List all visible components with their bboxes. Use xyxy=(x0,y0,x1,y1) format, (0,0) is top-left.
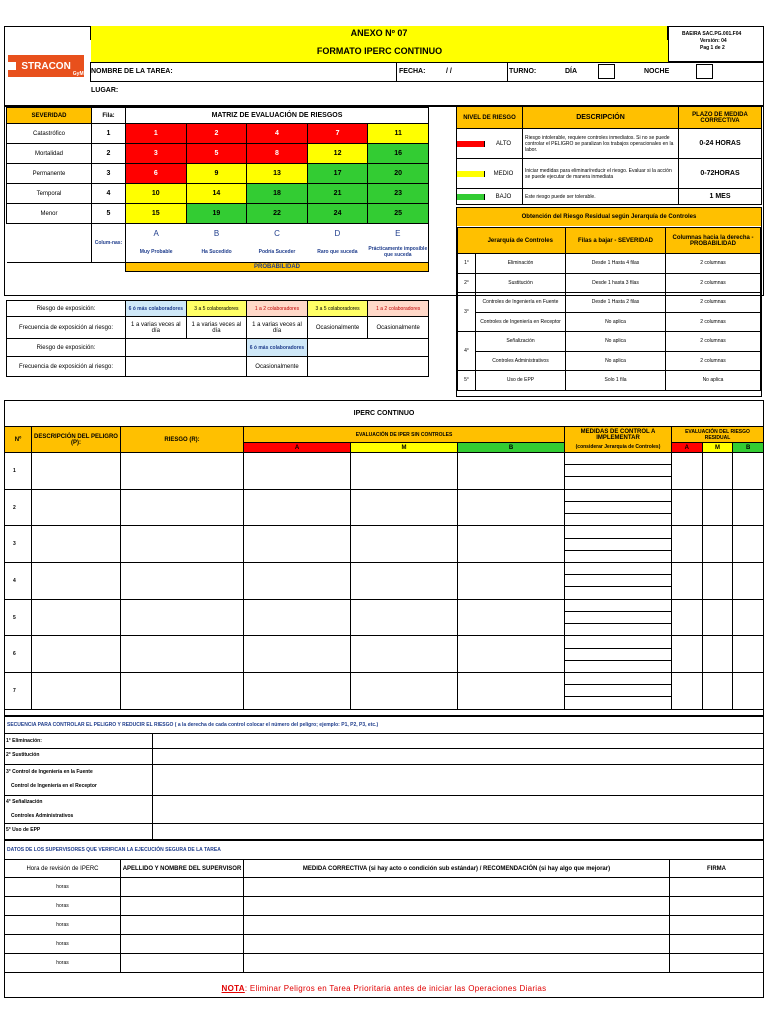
residual-control: Eliminación xyxy=(476,254,566,274)
column-letter: A xyxy=(153,228,159,238)
supervisor-title: DATOS DE LOS SUPERVISORES QUE VERIFICAN LA EJECUCIÓN SEGURA DE LA TAREA xyxy=(7,847,221,853)
matrix-cell: 17 xyxy=(307,164,368,184)
sequence-field[interactable] xyxy=(154,797,762,809)
severity-label: Menor xyxy=(7,204,92,224)
matrix-cell: 23 xyxy=(368,184,429,204)
matrix-cell: 21 xyxy=(307,184,368,204)
eval-b-field[interactable] xyxy=(458,673,565,710)
date-field[interactable]: / / xyxy=(446,68,452,75)
measure-field[interactable] xyxy=(565,563,671,575)
residual-control: Uso de EPP xyxy=(476,371,566,391)
logo-sub: GyM xyxy=(72,71,84,77)
supervisor-name-field[interactable] xyxy=(121,954,244,973)
residual-b-field[interactable] xyxy=(733,489,764,526)
iperc-row-number: 7 xyxy=(5,673,32,710)
iperc-h-residual: EVALUACIÓN DEL RIESGO RESIDUAL xyxy=(672,427,764,443)
column-letter: B xyxy=(213,228,220,238)
sequence-field[interactable] xyxy=(154,736,762,748)
column-letter: D xyxy=(334,228,341,238)
exp-r1-c1: 6 ó más colaboradores xyxy=(126,301,187,317)
iperc-table xyxy=(4,426,764,710)
severity-label: Temporal xyxy=(7,184,92,204)
residual-b-field[interactable] xyxy=(733,599,764,636)
residual-a-field[interactable] xyxy=(672,563,703,600)
residual-a-field[interactable] xyxy=(672,599,703,636)
day-label: DÍA xyxy=(565,68,578,75)
sup-h2: APELLIDO Y NOMBRE DEL SUPERVISOR xyxy=(121,860,244,878)
measure-field[interactable] xyxy=(565,637,671,649)
residual-num: 2° xyxy=(458,273,476,293)
risk-field[interactable] xyxy=(121,453,244,490)
severity-label: Catastrófico xyxy=(7,124,92,144)
measure-field[interactable] xyxy=(565,527,671,539)
signature-field[interactable] xyxy=(670,935,764,954)
iperc-m: M xyxy=(351,443,458,453)
measure-field[interactable] xyxy=(565,465,671,477)
matrix-cell: 3 xyxy=(126,144,187,164)
exp-r2-c2: 1 a varias veces al día xyxy=(186,317,247,339)
hazard-field[interactable] xyxy=(32,489,121,526)
sequence-item: 3° Control de Ingeniería en la Fuente xyxy=(6,769,93,775)
residual-num: 5° xyxy=(458,371,476,391)
residual-control: Controles Administrativos xyxy=(476,351,566,371)
column-desc: Raro que suceda xyxy=(317,249,358,255)
measure-field[interactable] xyxy=(565,490,671,502)
review-hour[interactable]: horas xyxy=(5,897,121,916)
risk-field[interactable] xyxy=(121,489,244,526)
supervisor-name-field[interactable] xyxy=(121,878,244,897)
matrix-cell: 18 xyxy=(247,184,308,204)
column-desc: Prácticamente imposible que suceda xyxy=(368,246,428,258)
residual-rows: Solo 1 fila xyxy=(566,371,666,391)
eval-b-field[interactable] xyxy=(458,489,565,526)
iperc-h-num: Nº xyxy=(5,427,32,453)
exp-r1-c2: 3 a 5 colaboradores xyxy=(186,301,247,317)
shift-label: TURNO: xyxy=(509,68,537,75)
exposure-table xyxy=(6,300,429,377)
residual-b-field[interactable] xyxy=(733,636,764,673)
level-term: 1 MES xyxy=(679,189,762,205)
residual-a-field[interactable] xyxy=(672,673,703,710)
supervisor-name-field[interactable] xyxy=(121,916,244,935)
measure-field[interactable] xyxy=(565,600,671,612)
review-hour[interactable]: horas xyxy=(5,935,121,954)
measure-field[interactable] xyxy=(565,477,671,488)
row-number: 4 xyxy=(92,184,126,204)
doc-code: BAEIRA SAC.PG.001.F04 xyxy=(682,31,742,37)
measure-field[interactable] xyxy=(565,575,671,587)
residual-cols: 2 columnas xyxy=(666,293,761,313)
sequence-item: 1° Eliminación: xyxy=(6,738,42,744)
column-desc: Podría Suceder xyxy=(258,249,296,255)
matrix-cell: 22 xyxy=(247,204,308,224)
residual-num: 3° xyxy=(458,293,476,332)
row-number: 2 xyxy=(92,144,126,164)
eval-m-field[interactable] xyxy=(351,453,458,490)
measure-field[interactable] xyxy=(565,551,671,562)
note-label: NOTA xyxy=(221,983,245,993)
severity-label: Permanente xyxy=(7,164,92,184)
iperc-a: A xyxy=(244,443,351,453)
level-desc: Riesgo intolerable, requiere controles inmediatos. Si no se puede controlar el PELIGRO se paralizan los trabajos operacionales en la labor. xyxy=(523,129,679,159)
eval-a-field[interactable] xyxy=(244,599,351,636)
residual-rows: No aplica xyxy=(566,312,666,332)
term-header: PLAZO DE MEDIDA CORRECTIVA xyxy=(679,107,762,129)
risk-field[interactable] xyxy=(121,636,244,673)
matrix-cell: 8 xyxy=(247,144,308,164)
residual-b-field[interactable] xyxy=(733,673,764,710)
matrix-cell: 10 xyxy=(126,184,187,204)
matrix-cell: 25 xyxy=(368,204,429,224)
corrective-measure-field[interactable] xyxy=(244,897,670,916)
risk-matrix xyxy=(6,107,429,272)
exp-r2-c3: 1 a varias veces al día xyxy=(247,317,308,339)
probability-label: PROBABILIDAD xyxy=(126,263,429,272)
risk-field[interactable] xyxy=(121,563,244,600)
column-desc: Muy Probable xyxy=(139,249,173,255)
residual-a-field[interactable] xyxy=(672,636,703,673)
residual-cols: No aplica xyxy=(666,371,761,391)
eval-b-field[interactable] xyxy=(458,453,565,490)
level-name: ALTO xyxy=(495,140,512,147)
row-header: Fila: xyxy=(92,108,126,124)
measure-field[interactable] xyxy=(565,697,671,708)
measure-field[interactable] xyxy=(565,685,671,697)
annex-title: ANEXO Nº 07 xyxy=(90,26,668,40)
iperc-row-number: 1 xyxy=(5,453,32,490)
measure-field[interactable] xyxy=(565,587,671,598)
residual-rows: Desde 1 hasta 3 filas xyxy=(566,273,666,293)
matrix-cell: 7 xyxy=(307,124,368,144)
exp-r2-c4: Ocasionalmente xyxy=(307,317,368,339)
night-checkbox[interactable] xyxy=(696,64,713,79)
iperc-h-eval: EVALUACIÓN DE IPER SIN CONTROLES xyxy=(244,427,565,443)
exp-r3: 6 ó más colaboradores xyxy=(247,339,308,357)
column-desc: Ha Sucedido xyxy=(201,249,232,255)
sequence-item: Controles Administrativos xyxy=(11,813,74,819)
iperc-row-number: 3 xyxy=(5,526,32,563)
iperc-row-number: 6 xyxy=(5,636,32,673)
level-name: BAJO xyxy=(495,193,512,200)
sequence-field[interactable] xyxy=(154,811,762,823)
iperc-row-number: 2 xyxy=(5,489,32,526)
residual-h2: Filas a bajar - SEVERIDAD xyxy=(566,228,666,254)
signature-field[interactable] xyxy=(670,954,764,973)
sequence-item: 4° Señalización xyxy=(6,799,43,805)
residual-control: Sustitución xyxy=(476,273,566,293)
residual-m-field[interactable] xyxy=(702,563,733,600)
logo-text: STRACON xyxy=(21,60,71,72)
format-title: FORMATO IPERC CONTINUO xyxy=(91,40,668,62)
level-color-swatch xyxy=(457,171,485,177)
residual-cols: 2 columnas xyxy=(666,351,761,371)
sequence-field[interactable] xyxy=(154,825,762,837)
hazard-field[interactable] xyxy=(32,636,121,673)
eval-b-field[interactable] xyxy=(458,563,565,600)
residual-b-field[interactable] xyxy=(733,453,764,490)
hazard-field[interactable] xyxy=(32,599,121,636)
eval-a-field[interactable] xyxy=(244,563,351,600)
residual-m-field[interactable] xyxy=(702,526,733,563)
level-color-swatch xyxy=(457,141,485,147)
review-hour[interactable]: horas xyxy=(5,954,121,973)
residual-b-field[interactable] xyxy=(733,563,764,600)
review-hour[interactable]: horas xyxy=(5,916,121,935)
note-text: : Eliminar Peligros en Tarea Prioritaria antes de iniciar las Operaciones Diarias xyxy=(244,983,547,993)
eval-b-field[interactable] xyxy=(458,636,565,673)
level-term: 0-72HORAS xyxy=(679,159,762,189)
residual-control: Controles de Ingeniería en Fuente xyxy=(476,293,566,313)
description-header: DESCRIPCIÓN xyxy=(523,107,679,129)
residual-m: M xyxy=(702,443,733,453)
signature-field[interactable] xyxy=(670,878,764,897)
freq-label-1: Frecuencia de exposición al riesgo: xyxy=(7,317,126,339)
sequence-field[interactable] xyxy=(154,781,762,793)
matrix-cell: 15 xyxy=(126,204,187,224)
residual-control: Señalización xyxy=(476,332,566,352)
exposure-label-1: Riesgo de exposición: xyxy=(7,301,126,317)
residual-b: B xyxy=(733,443,764,453)
matrix-cell: 4 xyxy=(247,124,308,144)
task-field[interactable] xyxy=(180,63,395,81)
place-field[interactable] xyxy=(130,83,760,103)
iperc-h-risk: RIESGO (R): xyxy=(121,427,244,453)
review-hour[interactable]: horas xyxy=(5,878,121,897)
doc-page: Pag 1 de 2 xyxy=(700,45,725,51)
column-letter: E xyxy=(395,228,401,238)
supervisor-table xyxy=(4,859,764,973)
iperc-title: IPERC CONTINUO xyxy=(353,409,415,417)
sequence-item: 2° Sustitución xyxy=(6,752,40,758)
task-label: NOMBRE DE LA TAREA: xyxy=(91,68,173,75)
measure-field[interactable] xyxy=(565,514,671,525)
eval-a-field[interactable] xyxy=(244,526,351,563)
residual-cols: 2 columnas xyxy=(666,312,761,332)
exp-r2-c1: 1 a varias veces al día xyxy=(126,317,187,339)
level-color-swatch xyxy=(457,194,485,200)
sequence-item: 5° Uso de EPP xyxy=(6,827,41,833)
residual-h3: Columnas hacia la derecha - PROBABILIDAD xyxy=(666,228,761,254)
measure-field[interactable] xyxy=(565,673,671,685)
logo xyxy=(8,55,84,77)
residual-rows: Desde 1 Hasta 4 filas xyxy=(566,254,666,274)
day-checkbox[interactable] xyxy=(598,64,615,79)
residual-rows: Desde 1 Hasta 2 filas xyxy=(566,293,666,313)
level-desc: Este riesgo puede ser tolerable. xyxy=(523,189,679,205)
note xyxy=(4,980,764,996)
sup-h4: FIRMA xyxy=(670,860,764,878)
matrix-cell: 20 xyxy=(368,164,429,184)
row-number: 3 xyxy=(92,164,126,184)
residual-cols: 2 columnas xyxy=(666,273,761,293)
eval-m-field[interactable] xyxy=(351,673,458,710)
residual-title: Obtención del Riesgo Residual según Jerarquía de Controles xyxy=(457,208,761,226)
sequence-field[interactable] xyxy=(154,767,762,779)
matrix-cell: 14 xyxy=(186,184,247,204)
eval-m-field[interactable] xyxy=(351,636,458,673)
sup-h3: MEDIDA CORRECTIVA (si hay acto o condición sub estándar) / RECOMENDACIÓN (si hay algo que mejorar) xyxy=(244,860,670,878)
night-label: NOCHE xyxy=(644,68,670,75)
severity-header: SEVERIDAD xyxy=(7,108,92,124)
matrix-cell: 2 xyxy=(186,124,247,144)
measure-field[interactable] xyxy=(565,624,671,635)
matrix-cell: 11 xyxy=(368,124,429,144)
eval-m-field[interactable] xyxy=(351,489,458,526)
hazard-field[interactable] xyxy=(32,453,121,490)
matrix-cell: 19 xyxy=(186,204,247,224)
signature-field[interactable] xyxy=(670,916,764,935)
column-label: Colum-nas: xyxy=(92,224,126,263)
residual-m-field[interactable] xyxy=(702,636,733,673)
eval-m-field[interactable] xyxy=(351,563,458,600)
matrix-cell: 6 xyxy=(126,164,187,184)
level-name: MEDIO xyxy=(493,170,514,177)
eval-b-field[interactable] xyxy=(458,599,565,636)
matrix-cell: 16 xyxy=(368,144,429,164)
residual-m-field[interactable] xyxy=(702,453,733,490)
eval-a-field[interactable] xyxy=(244,453,351,490)
measure-field[interactable] xyxy=(565,612,671,624)
logo-square-icon xyxy=(8,62,16,70)
matrix-cell: 1 xyxy=(126,124,187,144)
risk-field[interactable] xyxy=(121,599,244,636)
row-number: 5 xyxy=(92,204,126,224)
residual-cols: 2 columnas xyxy=(666,332,761,352)
residual-rows: No aplica xyxy=(566,351,666,371)
residual-a-field[interactable] xyxy=(672,526,703,563)
matrix-cell: 24 xyxy=(307,204,368,224)
sequence-field[interactable] xyxy=(154,750,762,762)
eval-a-field[interactable] xyxy=(244,489,351,526)
measure-field[interactable] xyxy=(565,649,671,661)
supervisor-name-field[interactable] xyxy=(121,935,244,954)
residual-a-field[interactable] xyxy=(672,453,703,490)
corrective-measure-field[interactable] xyxy=(244,935,670,954)
residual-cols: 2 columnas xyxy=(666,254,761,274)
corrective-measure-field[interactable] xyxy=(244,916,670,935)
eval-a-field[interactable] xyxy=(244,673,351,710)
exp-r2-c5: Ocasionalmente xyxy=(368,317,429,339)
matrix-cell: 5 xyxy=(186,144,247,164)
residual-m-field[interactable] xyxy=(702,599,733,636)
matrix-cell: 12 xyxy=(307,144,368,164)
iperc-h-measures-sub: (considerar Jerarquía de Controles) xyxy=(565,443,672,453)
iperc-h-desc: DESCRIPCIÓN DEL PELIGRO (P): xyxy=(32,427,121,453)
residual-num: 1° xyxy=(458,254,476,274)
hazard-field[interactable] xyxy=(32,563,121,600)
exp-r4: Ocasionalmente xyxy=(247,357,308,377)
severity-label: Mortalidad xyxy=(7,144,92,164)
level-term: 0-24 HORAS xyxy=(679,129,762,159)
measure-field[interactable] xyxy=(565,661,671,672)
date-label: FECHA: xyxy=(399,68,426,75)
iperc-b: B xyxy=(458,443,565,453)
residual-h1: Jerarquía de Controles xyxy=(476,228,566,254)
sequence-title: SECUENCIA PARA CONTROLAR EL PELIGRO Y REDUCIR EL RIESGO ( a la derecha de cada control colocar el número del peligro; ejemplo: P1, P2, P3, etc.) xyxy=(7,722,379,728)
risk-level-table xyxy=(456,106,762,205)
level-desc: Iniciar medidas para eliminar/reducir el riesgo. Evaluar si la acción se puede ejecutar de manera inmediata xyxy=(523,159,679,189)
measure-field[interactable] xyxy=(565,453,671,465)
exp-r1-c5: 1 a 2 colaboradores xyxy=(368,301,429,317)
exp-r1-c3: 1 a 2 colaboradores xyxy=(247,301,308,317)
freq-label-2: Frecuencia de exposición al riesgo: xyxy=(7,357,126,377)
residual-num: 4° xyxy=(458,332,476,371)
risk-field[interactable] xyxy=(121,673,244,710)
residual-b-field[interactable] xyxy=(733,526,764,563)
risk-field[interactable] xyxy=(121,526,244,563)
level-header: NIVEL DE RIESGO xyxy=(457,107,523,129)
iperc-row-number: 4 xyxy=(5,563,32,600)
eval-m-field[interactable] xyxy=(351,526,458,563)
supervisor-name-field[interactable] xyxy=(121,897,244,916)
sequence-item: Control de Ingeniería en el Receptor xyxy=(11,783,97,789)
measure-field[interactable] xyxy=(565,539,671,551)
hazard-field[interactable] xyxy=(32,526,121,563)
sup-h1: Hora de revisión de IPERC xyxy=(5,860,121,878)
row-number: 1 xyxy=(92,124,126,144)
matrix-cell: 9 xyxy=(186,164,247,184)
doc-version: Versión: 04 xyxy=(700,38,727,44)
matrix-title: MATRIZ DE EVALUACIÓN DE RIESGOS xyxy=(126,108,429,124)
iperc-h-measures: MEDIDAS DE CONTROL A IMPLEMENTAR xyxy=(565,427,672,443)
residual-table xyxy=(457,227,761,391)
exp-r1-c4: 3 a 5 colaboradores xyxy=(307,301,368,317)
residual-m-field[interactable] xyxy=(702,673,733,710)
corrective-measure-field[interactable] xyxy=(244,878,670,897)
measure-field[interactable] xyxy=(565,502,671,514)
corrective-measure-field[interactable] xyxy=(244,954,670,973)
residual-a-field[interactable] xyxy=(672,489,703,526)
residual-rows: No aplica xyxy=(566,332,666,352)
hazard-field[interactable] xyxy=(32,673,121,710)
matrix-cell: 13 xyxy=(247,164,308,184)
residual-m-field[interactable] xyxy=(702,489,733,526)
column-letter: C xyxy=(274,228,280,238)
residual-a: A xyxy=(672,443,703,453)
eval-a-field[interactable] xyxy=(244,636,351,673)
residual-control: Controles de Ingeniería en Receptor xyxy=(476,312,566,332)
place-label: LUGAR: xyxy=(91,87,119,94)
eval-m-field[interactable] xyxy=(351,599,458,636)
signature-field[interactable] xyxy=(670,897,764,916)
exposure-label-2: Riesgo de exposición: xyxy=(7,339,126,357)
iperc-row-number: 5 xyxy=(5,599,32,636)
eval-b-field[interactable] xyxy=(458,526,565,563)
